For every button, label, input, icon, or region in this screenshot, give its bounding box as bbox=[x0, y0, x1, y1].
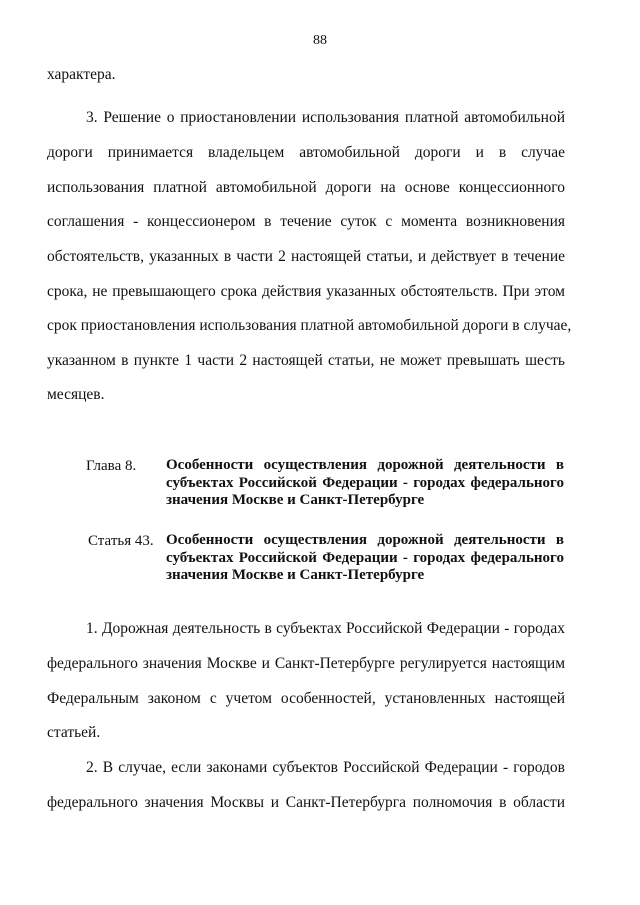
chapter-title-line: значения Москве и Санкт-Петербурге bbox=[166, 492, 425, 508]
paragraph-line: соглашения - концессионером в течение суток с момента возникновения bbox=[47, 213, 565, 230]
article-title-line: субъектах Российской Федерации - городах федерального bbox=[166, 549, 564, 566]
chapter-title-line: субъектах Российской Федерации - городах федерального bbox=[166, 474, 564, 491]
paragraph-line: срока, не превышающего срока действия указанных обстоятельств. При этом bbox=[47, 283, 565, 300]
paragraph-line: 2. В случае, если законами субъектов Российской Федерации - городов bbox=[86, 759, 565, 776]
paragraph-line: федерального значения Москве и Санкт-Петербурге регулируется настоящим bbox=[47, 655, 565, 672]
paragraph-line: статьей. bbox=[47, 724, 101, 741]
chapter-title bbox=[166, 457, 564, 510]
article-title-line: Особенности осуществления дорожной деятельности в bbox=[166, 532, 564, 548]
paragraph-line: 1. Дорожная деятельность в субъектах Российской Федерации - городах bbox=[86, 620, 565, 637]
paragraph-line: федерального значения Москвы и Санкт-Петербурга полномочия в области bbox=[47, 794, 565, 811]
chapter-label: Глава 8. bbox=[86, 458, 137, 474]
paragraph-line: дороги принимается владельцем автомобильной дороги и в случае bbox=[47, 144, 565, 161]
article-label: Статья 43. bbox=[88, 533, 154, 549]
chapter-title-line: Особенности осуществления дорожной деятельности в bbox=[166, 457, 564, 473]
paragraph-line: срок приостановления использования платной автомобильной дороги в случае, bbox=[47, 317, 572, 334]
paragraph-line: 3. Решение о приостановлении использования платной автомобильной bbox=[86, 109, 565, 126]
paragraph-line: обстоятельств, указанных в части 2 настоящей статьи, и действует в течение bbox=[47, 248, 565, 265]
paragraph-line: использования платной автомобильной дороги на основе концессионного bbox=[47, 179, 565, 196]
paragraph-line: указанном в пункте 1 части 2 настоящей статьи, не может превышать шесть bbox=[47, 352, 565, 369]
paragraph-line: Федеральным законом с учетом особенностей, установленных настоящей bbox=[47, 690, 565, 707]
paragraph-line: характера. bbox=[47, 66, 116, 83]
page-number: 88 bbox=[313, 33, 327, 48]
paragraph-line: месяцев. bbox=[47, 386, 105, 403]
article-title-line: значения Москве и Санкт-Петербурге bbox=[166, 567, 425, 583]
article-title bbox=[166, 532, 564, 585]
